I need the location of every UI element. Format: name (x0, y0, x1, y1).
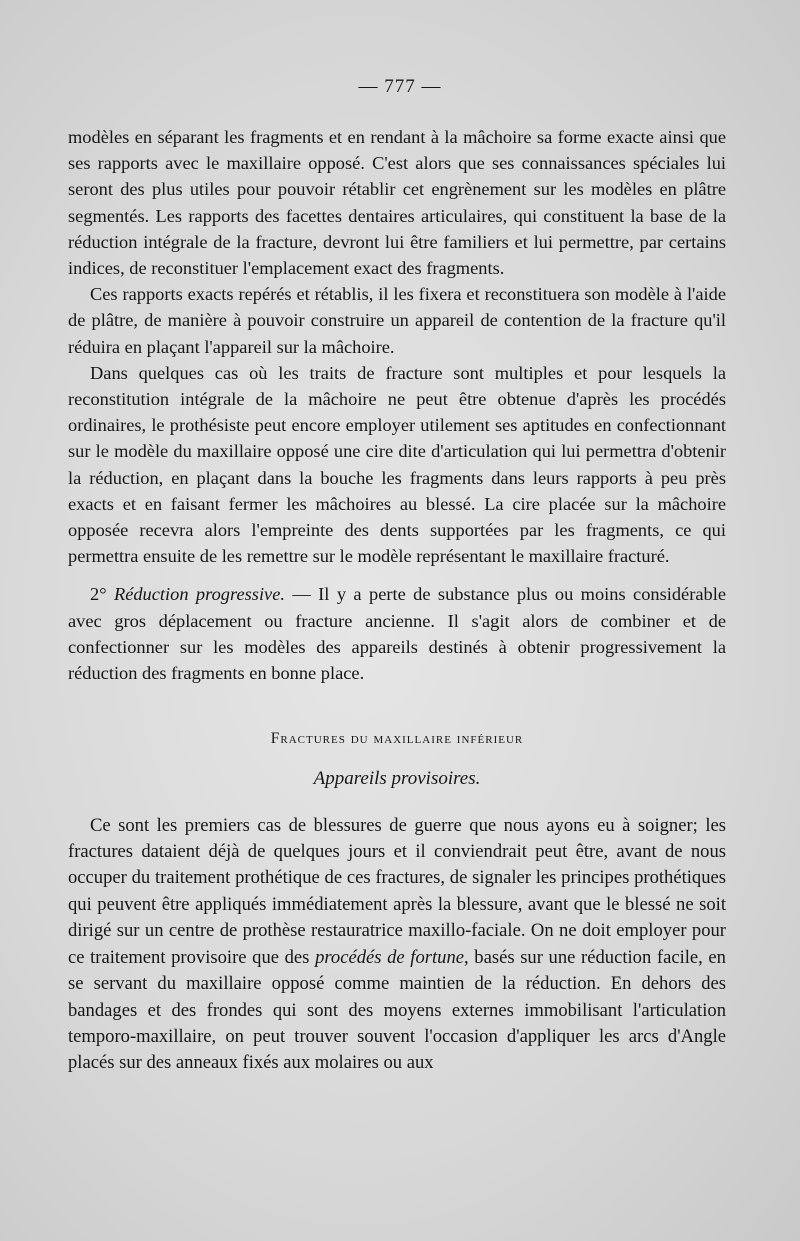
section-number: 2° (90, 584, 107, 605)
progressive-reduction-text: — Il y a perte de substance plus ou moins considérable avec gros déplacement ou fracture ancienne. Il s'agit alors de combiner et de confectionner sur les modèles des appareils destinés à obtenir progressivement la réduction des fragments en bonne place. (68, 584, 726, 684)
progressive-reduction-title: Réduction progressive. (113, 584, 285, 605)
page-body (68, 124, 726, 1077)
section-subheading: Appareils provisoires. (313, 768, 481, 790)
paragraph: Ces rapports exacts repérés et rétablis, il les fixera et reconstituera son modèle à l'aide de plâtre, de manière à pouvoir construire un appareil de contention de la fracture qu'il réduira en plaçant l'appareil sur la mâchoire. (68, 284, 726, 357)
paragraph: Dans quelques cas où les traits de fracture sont multiples et pour lesquels la reconstitution intégrale de la mâchoire ne peut être obtenue d'après les procédés ordinaires, le prothésiste peut encore employer utilement ses aptitudes en confectionnant sur le modèle du maxillaire opposé une cire dite d'articulation qui lui permettra d'obtenir la réduction, en plaçant dans la bouche les fragments dans leurs rapports à peu près exacts et en faisant fermer les mâchoires au blessé. La cire placée sur la mâchoire opposée recevra alors l'empreinte des dents supportées par les fragments, ce qui permettra ensuite de les remettre sur le modèle représentant le maxillaire fracturé. (68, 362, 726, 567)
italic-phrase: procédés de fortune (315, 946, 465, 968)
section-heading: Fractures du maxillaire inférieur (270, 730, 524, 748)
text-before-italic: Ce sont les premiers cas de blessures de guerre que nous ayons eu à soigner; les fractures dataient déjà de quelques jours et il conviendrait peut être, avant de nous occuper du traitement prothétique de ces fractures, de signaler les principes prothétiques qui peuvent être appliqués immédiatement après la blessure, avant que le blessé ne soit dirigé sur un centre de prothèse restauratrice maxillo-faciale. On ne doit employer pour ce traitement provisoire que des (68, 814, 726, 968)
progressive-reduction-paragraph (68, 581, 726, 686)
page-number: — 777 — (358, 76, 442, 97)
paragraph: modèles en séparant les fragments et en rendant à la mâchoire sa forme exacte ainsi que ses rapports avec le maxillaire opposé. C'est alors que ses connaissances spéciales lui seront des plus utiles pour pouvoir rétablir cet engrènement sur les modèles en plâtre segmentés. Les rapports des facettes dentaires articulaires, qui constituent la base de la réduction intégrale de la fracture, devront lui être familiers et lui permettre, par certains indices, de reconstituer l'emplacement exact des fragments. (68, 127, 726, 279)
provisional-appliances-paragraph (68, 813, 726, 1077)
text-after-italic: , basés sur une réduction facile, en se servant du maxillaire opposé comme maintien de la réduction. En dehors des bandages et des frondes qui sont des moyens externes immobilisant l'articulation temporo-maxillaire, on peut trouver souvent l'occasion d'appliquer les arcs d'Angle placés sur des anneaux fixés aux molaires ou aux (68, 946, 726, 1074)
